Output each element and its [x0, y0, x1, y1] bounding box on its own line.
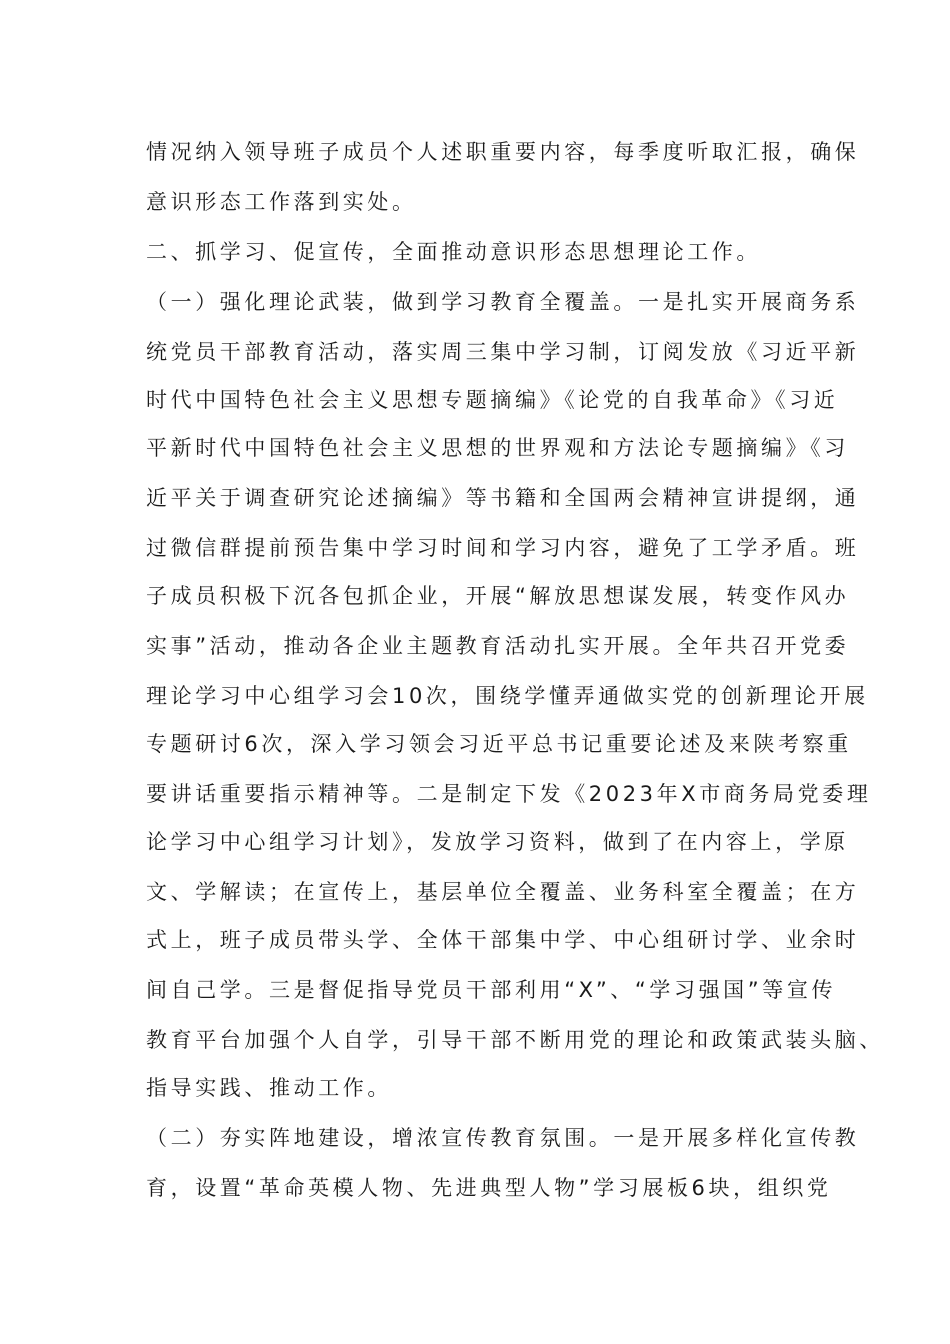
- text-line: 过微信群提前预告集中学习时间和学习内容，避免了工学矛盾。班: [146, 536, 860, 560]
- text-line: 指导实践、推动工作。: [146, 1076, 392, 1100]
- text-line: 子成员积极下沉各包抓企业，开展“解放思想谋发展，转变作风办: [146, 584, 850, 608]
- text-line: 统党员干部教育活动，落实周三集中学习制，订阅发放《习近平新: [146, 340, 860, 364]
- text-line: 意识形态工作落到实处。: [146, 190, 417, 214]
- text-line: 实事”活动，推动各企业主题教育活动扎实开展。全年共召开党委: [146, 634, 850, 658]
- text-line: 要讲话重要指示精神等。二是制定下发《2023年X市商务局党委理: [146, 782, 872, 806]
- text-line: （一）强化理论武装，做到学习教育全覆盖。一是扎实开展商务系: [146, 290, 860, 314]
- text-line: 理论学习中心组学习会10次，围绕学懂弄通做实党的创新理论开展: [146, 684, 869, 708]
- text-line: 专题研讨6次，深入学习领会习近平总书记重要论述及来陕考察重: [146, 732, 852, 756]
- text-line: 教育平台加强个人自学，引导干部不断用党的理论和政策武装头脑、: [146, 1028, 884, 1052]
- text-line: 情况纳入领导班子成员个人述职重要内容，每季度听取汇报，确保: [146, 140, 860, 164]
- text-line: （二）夯实阵地建设，增浓宣传教育氛围。一是开展多样化宣传教: [146, 1126, 860, 1150]
- text-line: 文、学解读；在宣传上，基层单位全覆盖、业务科室全覆盖；在方: [146, 880, 860, 904]
- text-line: 近平关于调查研究论述摘编》等书籍和全国两会精神宣讲提纲，通: [146, 486, 860, 510]
- text-line: 二、抓学习、促宣传，全面推动意识形态思想理论工作。: [146, 240, 761, 264]
- text-line: 平新时代中国特色社会主义思想的世界观和方法论专题摘编》《习: [146, 436, 849, 460]
- text-line: 论学习中心组学习计划》，发放学习资料，做到了在内容上，学原: [146, 830, 849, 854]
- text-line: 时代中国特色社会主义思想专题摘编》《论党的自我革命》《习近: [146, 388, 839, 412]
- text-line: 式上，班子成员带头学、全体干部集中学、中心组研讨学、业余时: [146, 928, 860, 952]
- text-line: 育，设置“革命英模人物、先进典型人物”学习展板6块，组织党: [146, 1176, 832, 1200]
- text-line: 间自己学。三是督促指导党员干部利用“X”、“学习强国”等宣传: [146, 978, 837, 1002]
